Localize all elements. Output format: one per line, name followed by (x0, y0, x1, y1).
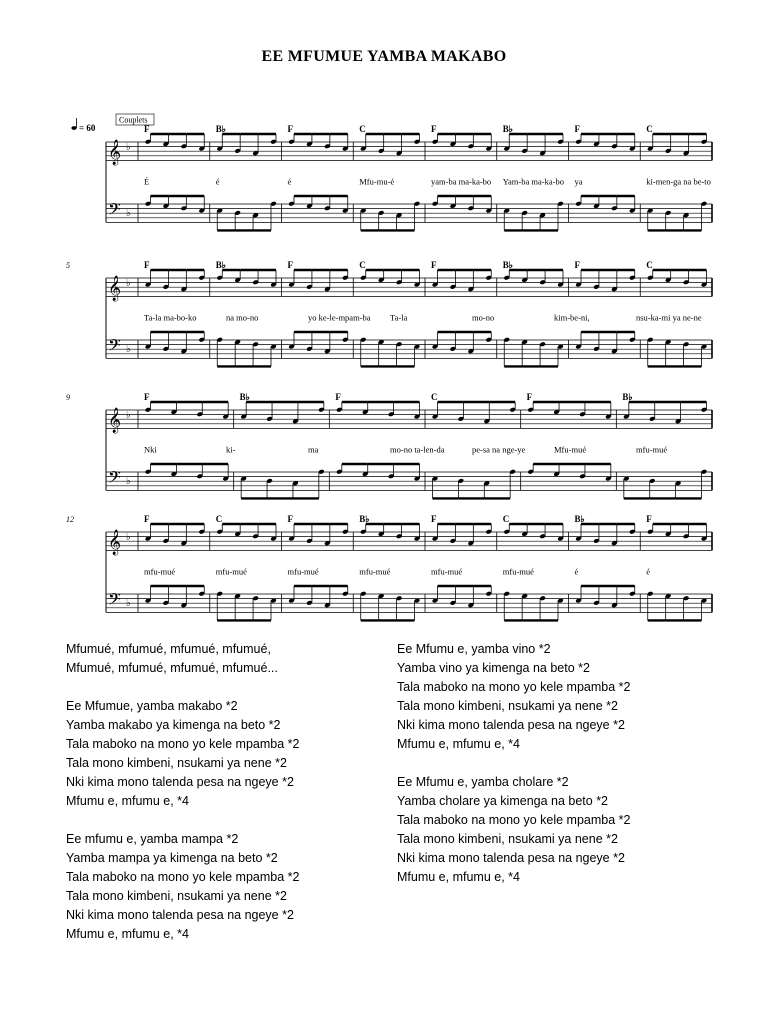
treble-clef-icon: 𝄞 (108, 276, 122, 301)
song-title: EE MFUMUE YAMBA MAKABO (261, 48, 507, 65)
treble-notes (503, 270, 563, 287)
chord-symbol: C (646, 124, 653, 134)
lyric-line: Ee mfumu e, yamba mampa *2 (66, 832, 239, 846)
lyrics-column-left (66, 640, 299, 944)
bass-notes (145, 332, 205, 354)
treble-notes (432, 134, 492, 151)
bass-clef-icon: 𝄢 (108, 335, 121, 359)
treble-notes (336, 402, 420, 419)
lyric-line: Mfumué, mfumué, mfumué, mfumué, (66, 642, 271, 656)
treble-notes (575, 524, 635, 546)
bass-notes (145, 586, 205, 608)
bass-staff (106, 204, 712, 222)
lyric-syllable: é (287, 176, 292, 187)
treble-notes (216, 270, 276, 287)
chord-symbol: C (215, 514, 223, 524)
bass-notes (647, 201, 707, 231)
bass-notes (432, 586, 492, 608)
lyric-line: Tala maboko na mono yo kele mpamba *2 (66, 870, 300, 884)
treble-clef-icon: 𝄞 (108, 530, 122, 555)
chord-symbol: F (646, 514, 652, 524)
chord-symbol: F (574, 124, 580, 134)
bass-notes (623, 469, 707, 499)
lyric-syllable: Mfu-mu-é (359, 176, 395, 187)
bass-staff (106, 340, 712, 358)
lyric-line: Tala mono kimbeni, nsukami ya nene *2 (66, 756, 287, 770)
lyric-line: Nki kima mono talenda pesa na ngeye *2 (66, 775, 294, 789)
lyric-syllable: mfu-mué (215, 566, 247, 577)
lyric-line: Ee Mfumu e, yamba vino *2 (397, 642, 551, 656)
treble-notes (647, 524, 707, 541)
bass-notes (145, 196, 205, 213)
lyric-line: Tala mono kimbeni, nsukami ya nene *2 (66, 889, 287, 903)
treble-notes (647, 270, 707, 287)
chord-symbol: F (431, 124, 437, 134)
bass-notes (432, 469, 516, 499)
section-label: Couplets (119, 115, 148, 125)
treble-notes (503, 134, 563, 156)
notation-svg (0, 502, 768, 634)
bass-notes (527, 464, 611, 481)
bass-notes (216, 591, 276, 621)
lyric-syllable: Nki (144, 444, 157, 455)
lyric-line: Yamba makabo ya kimenga na beto *2 (66, 718, 281, 732)
lyric-line: Tala maboko na mono yo kele mpamba *2 (397, 813, 631, 827)
notation-svg (0, 112, 768, 244)
measure-number: 9 (66, 393, 70, 402)
lyric-line: Mfumué, mfumué, mfumué, mfumué... (66, 661, 278, 675)
lyric-line: Mfumu e, mfumu e, *4 (66, 794, 189, 808)
chord-symbol: F (287, 260, 293, 270)
treble-notes (360, 524, 420, 541)
chord-symbol: F (144, 392, 150, 402)
key-flat-icon: ♭ (126, 344, 131, 355)
bass-staff (106, 594, 712, 612)
bass-notes (360, 337, 420, 367)
treble-notes (216, 134, 276, 156)
lyric-syllable: é (646, 566, 651, 577)
treble-notes (145, 524, 205, 546)
bass-clef-icon: 𝄢 (108, 199, 121, 223)
lyric-line: Nki kima mono talenda pesa na ngeye *2 (66, 908, 294, 922)
chord-symbol: F (144, 124, 150, 134)
bass-notes (216, 201, 276, 231)
treble-notes (288, 524, 348, 546)
lyric-syllable: kim-be-ni, (554, 312, 590, 323)
chord-symbol: B♭ (239, 392, 250, 402)
treble-clef-icon: 𝄞 (108, 140, 122, 165)
bass-notes (575, 586, 635, 608)
lyric-syllable: ki-men-ga na be-to (646, 176, 711, 187)
chord-symbol: F (335, 392, 341, 402)
bass-staff (106, 472, 712, 490)
bass-notes (432, 332, 492, 354)
lyric-syllable: mfu-mué (144, 566, 176, 577)
key-flat-icon: ♭ (126, 532, 131, 543)
stanza-gap (66, 678, 299, 697)
bass-notes (216, 337, 276, 367)
chord-symbol: C (646, 260, 653, 270)
treble-clef-icon: 𝄞 (108, 408, 122, 433)
stanza-gap (397, 754, 630, 773)
lyric-syllable: Mfu-mué (554, 444, 587, 455)
lyric-line: Tala mono kimbeni, nsukami ya nene *2 (397, 699, 618, 713)
lyric-line: Mfumu e, mfumu e, *4 (397, 870, 520, 884)
key-flat-icon: ♭ (126, 142, 131, 153)
lyric-syllable: ma (308, 444, 319, 455)
bass-notes (288, 196, 348, 213)
treble-notes (432, 270, 492, 292)
lyric-syllable: é (215, 176, 220, 187)
chord-symbol: F (431, 514, 437, 524)
treble-notes (623, 402, 707, 424)
key-flat-icon: ♭ (126, 208, 131, 219)
lyric-line: Mfumu e, mfumu e, *4 (66, 927, 189, 941)
lyric-syllable: yam-ba ma-ka-bo (431, 176, 492, 187)
lyric-syllable: mo-no (472, 312, 495, 323)
lyric-syllable: é (574, 566, 579, 577)
lyric-syllable: Ta-la (390, 312, 408, 323)
treble-notes (360, 134, 420, 156)
treble-notes (240, 402, 324, 424)
bass-notes (145, 464, 229, 481)
chord-symbol: B♭ (502, 124, 513, 134)
chord-symbol: F (526, 392, 533, 402)
treble-staff (106, 142, 712, 160)
music-system-2 (0, 248, 768, 380)
treble-notes (288, 134, 348, 151)
bass-notes (240, 469, 324, 499)
lyric-syllable: na mo-no (226, 312, 259, 323)
lyric-syllable: mfu-mué (287, 566, 319, 577)
lyric-line: Ee Mfumue, yamba makabo *2 (66, 699, 238, 713)
lyric-line: Yamba mampa ya kimenga na beto *2 (66, 851, 278, 865)
lyric-line: Yamba cholare ya kimenga na beto *2 (397, 794, 609, 808)
chord-symbol: B♭ (502, 260, 513, 270)
treble-staff (106, 532, 712, 550)
lyric-line: Ee Mfumu e, yamba cholare *2 (397, 775, 569, 789)
notation-svg (0, 380, 768, 512)
bass-notes (503, 337, 563, 367)
notation-svg (0, 248, 768, 380)
chord-symbol: B♭ (359, 514, 370, 524)
key-flat-icon: ♭ (126, 410, 131, 421)
bass-notes (360, 591, 420, 621)
bass-notes (503, 591, 563, 621)
lyric-syllable: mfu-mué (359, 566, 391, 577)
stanza-gap (66, 811, 299, 830)
lyric-line: Yamba vino ya kimenga na beto *2 (397, 661, 590, 675)
chord-symbol: C (431, 392, 438, 402)
treble-notes (575, 270, 635, 292)
lyric-syllable: ki- (226, 444, 236, 455)
bass-notes (647, 337, 707, 367)
chord-symbol: C (502, 514, 510, 524)
lyric-line: Tala maboko na mono yo kele mpamba *2 (66, 737, 300, 751)
treble-notes (432, 524, 492, 546)
treble-notes (432, 402, 516, 424)
chord-symbol: F (431, 260, 437, 270)
lyric-syllable: mfu-mué (502, 566, 534, 577)
lyric-syllable: ya (574, 176, 583, 187)
treble-notes (288, 270, 348, 292)
measure-number: 5 (66, 261, 70, 270)
lyric-line: Tala mono kimbeni, nsukami ya nene *2 (397, 832, 618, 846)
chord-symbol: F (287, 124, 293, 134)
lyric-syllable: Ta-la ma-bo-ko (144, 312, 197, 323)
chord-symbol: B♭ (215, 124, 226, 134)
treble-notes (527, 402, 611, 419)
chord-symbol: B♭ (215, 260, 226, 270)
treble-notes (145, 402, 229, 419)
key-flat-icon: ♭ (126, 598, 131, 609)
lyric-line: Tala maboko na mono yo kele mpamba *2 (397, 680, 631, 694)
lyric-line: Mfumu e, mfumu e, *4 (397, 737, 520, 751)
treble-notes (503, 524, 563, 541)
tempo-note-icon (71, 126, 76, 130)
lyric-syllable: nsu-ka-mi ya ne-ne (636, 312, 702, 323)
key-flat-icon: ♭ (126, 278, 131, 289)
treble-notes (575, 134, 635, 151)
music-system-1 (0, 112, 768, 244)
lyric-syllable: mfu-mué (636, 444, 668, 455)
bass-notes (288, 332, 348, 354)
music-system-4 (0, 502, 768, 634)
measure-number: 12 (66, 515, 74, 524)
lyric-syllable: Yam-ba ma-ka-bo (502, 176, 564, 187)
lyric-syllable: mo-no ta-len-da (390, 444, 445, 455)
lyrics-column-right (397, 640, 630, 887)
treble-notes (145, 270, 205, 292)
lyric-syllable: mfu-mué (431, 566, 463, 577)
chord-symbol: B♭ (622, 392, 633, 402)
treble-staff (106, 278, 712, 296)
chord-symbol: C (359, 260, 366, 270)
bass-clef-icon: 𝄢 (108, 467, 121, 491)
lyric-syllable: pe-sa na nge-ye (472, 444, 526, 455)
chord-symbol: F (574, 260, 580, 270)
chord-symbol: C (359, 124, 366, 134)
chord-symbol: F (144, 514, 150, 524)
lyric-syllable: É (144, 176, 150, 187)
bass-clef-icon: 𝄢 (108, 589, 121, 613)
chord-symbol: F (287, 514, 293, 524)
bass-notes (647, 591, 707, 621)
music-system-3 (0, 380, 768, 512)
lyric-syllable: yo ke-le-mpam-ba (308, 312, 371, 323)
chord-symbol: B♭ (574, 514, 585, 524)
bass-notes (360, 201, 420, 231)
tempo-marking: = 60 (79, 123, 96, 133)
treble-staff (106, 410, 712, 428)
bass-notes (432, 196, 492, 213)
treble-notes (145, 134, 205, 151)
lyric-line: Nki kima mono talenda pesa na ngeye *2 (397, 718, 625, 732)
bass-notes (336, 464, 420, 481)
key-flat-icon: ♭ (126, 476, 131, 487)
treble-notes (360, 270, 420, 287)
treble-notes (216, 524, 276, 541)
bass-notes (503, 201, 563, 231)
bass-notes (575, 196, 635, 213)
lyric-line: Nki kima mono talenda pesa na ngeye *2 (397, 851, 625, 865)
chord-symbol: F (144, 260, 150, 270)
bass-notes (575, 332, 635, 354)
treble-notes (647, 134, 707, 156)
bass-notes (288, 586, 348, 608)
